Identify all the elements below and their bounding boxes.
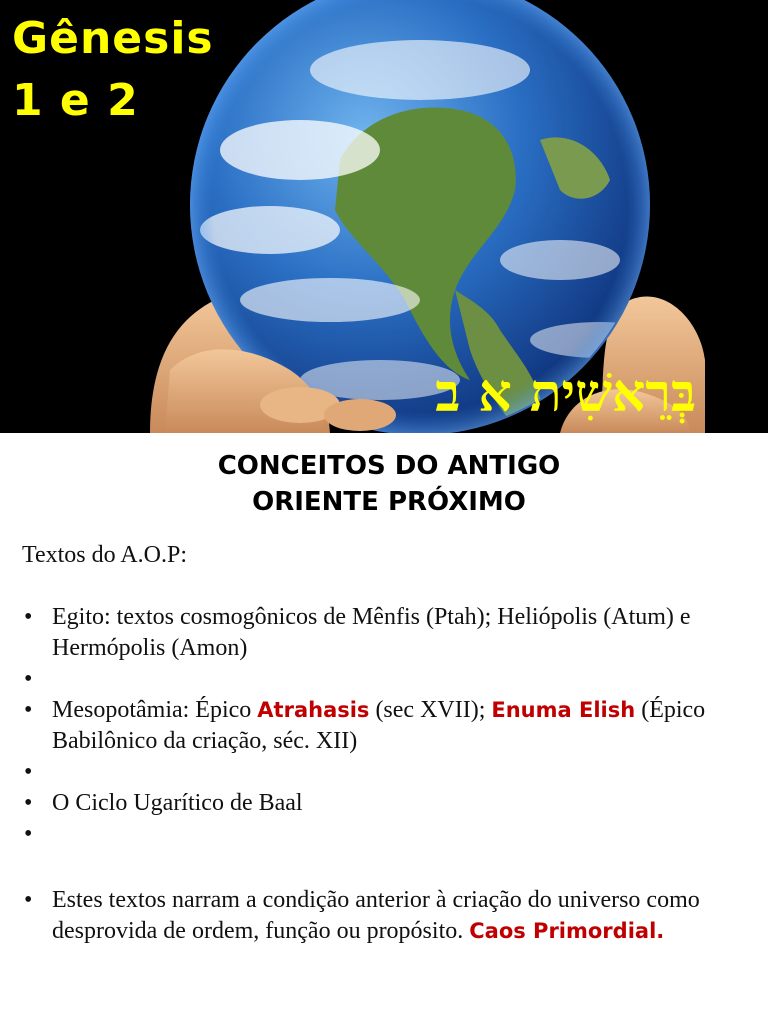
- heading-line-2: ORIENTE PRÓXIMO: [252, 487, 526, 517]
- bullet-spacer: [22, 664, 752, 695]
- bullet-mesopotamia-text-b: (sec XVII);: [369, 697, 492, 723]
- hebrew-title: בְּרֵאשִׁית א ב: [435, 363, 696, 424]
- bullet-mesopotamia-text-a: Mesopotâmia: Épico: [52, 697, 258, 723]
- highlight-caos-primordial: Caos Primordial.: [469, 919, 665, 943]
- bullet-spacer: [22, 819, 752, 885]
- title-line-2: 1 e 2: [12, 75, 139, 126]
- slide-body: [22, 540, 752, 947]
- bullet-caos-text: Estes textos narram a condição anterior à criação do universo como desprovida de ordem, função ou propósito.: [52, 887, 700, 944]
- highlight-atrahasis: Atrahasis: [257, 698, 370, 722]
- title-line-1: Gênesis: [12, 13, 214, 64]
- bullet-spacer: [22, 757, 752, 788]
- header-image: [0, 0, 768, 433]
- bullet-egito: [22, 602, 752, 664]
- bullet-ugarit-text: O Ciclo Ugarítico de Baal: [52, 790, 303, 816]
- bullet-list: [22, 602, 752, 947]
- bullet-caos: [22, 885, 752, 947]
- intro-text: Textos do A.O.P:: [22, 542, 187, 568]
- bullet-mesopotamia-text-c: (Épico Babilônico da criação, séc. XII): [52, 697, 706, 754]
- bullet-egito-text: Egito: textos cosmogônicos de Mênfis (Ptah); Heliópolis (Atum) e Hermópolis (Amon): [52, 604, 691, 661]
- highlight-enuma-elish: Enuma Elish: [491, 698, 636, 722]
- slide-title: [12, 8, 214, 132]
- heading-line-1: CONCEITOS DO ANTIGO: [217, 451, 561, 481]
- bullet-mesopotamia: [22, 695, 752, 757]
- section-heading: [0, 448, 768, 520]
- bullet-ugarit: [22, 788, 752, 819]
